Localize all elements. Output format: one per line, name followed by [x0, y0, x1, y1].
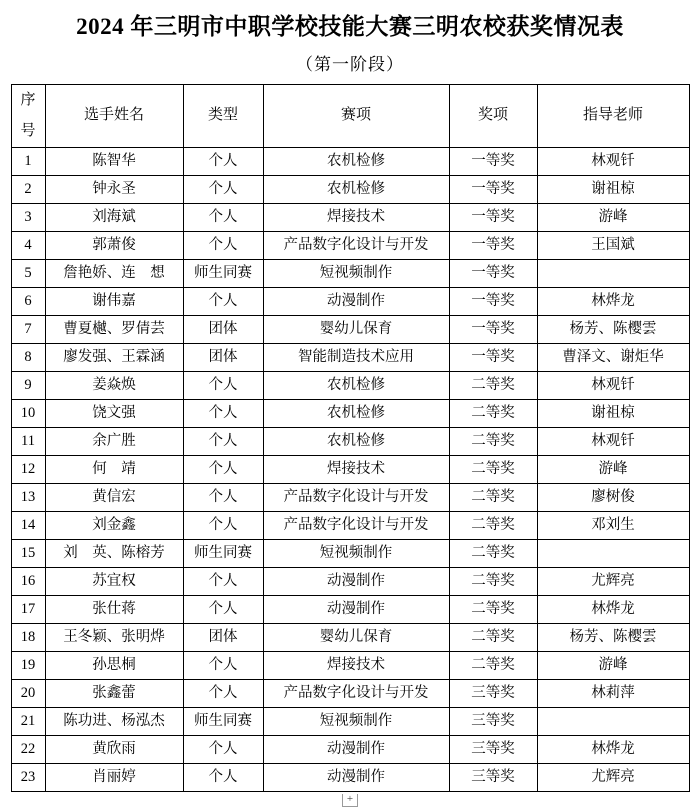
cell-index: 17 [11, 595, 45, 623]
table-row [11, 567, 689, 595]
cell-prize: 一等奖 [449, 315, 537, 343]
cell-index: 13 [11, 483, 45, 511]
cell-type: 个人 [183, 371, 263, 399]
cell-prize: 一等奖 [449, 175, 537, 203]
table-row [11, 287, 689, 315]
cell-name: 刘金鑫 [45, 511, 183, 539]
table-row [11, 371, 689, 399]
cell-type: 师生同赛 [183, 539, 263, 567]
cell-index: 23 [11, 763, 45, 791]
column-header-index-line1: 序 [20, 91, 36, 108]
cell-name: 钟永圣 [45, 175, 183, 203]
cell-event: 短视频制作 [263, 539, 449, 567]
cell-event: 焊接技术 [263, 455, 449, 483]
cell-name: 张仕蒋 [45, 595, 183, 623]
cell-event: 农机检修 [263, 147, 449, 175]
cell-teacher: 谢祖椋 [537, 175, 689, 203]
column-header-prize: 奖项 [449, 84, 537, 147]
cell-prize: 三等奖 [449, 735, 537, 763]
add-row-button[interactable]: + [342, 794, 358, 807]
cell-teacher: 林烨龙 [537, 595, 689, 623]
cell-event: 动漫制作 [263, 595, 449, 623]
cell-prize: 二等奖 [449, 399, 537, 427]
cell-prize: 二等奖 [449, 567, 537, 595]
cell-prize: 三等奖 [449, 763, 537, 791]
cell-prize: 二等奖 [449, 427, 537, 455]
cell-name: 何 靖 [45, 455, 183, 483]
cell-index: 7 [11, 315, 45, 343]
cell-index: 16 [11, 567, 45, 595]
table-row [11, 231, 689, 259]
cell-index: 1 [11, 147, 45, 175]
cell-type: 师生同赛 [183, 259, 263, 287]
cell-type: 个人 [183, 399, 263, 427]
table-row [11, 651, 689, 679]
table-body [11, 147, 689, 791]
cell-name: 王冬颖、张明烨 [45, 623, 183, 651]
column-header-teacher: 指导老师 [537, 84, 689, 147]
cell-name: 姜焱焕 [45, 371, 183, 399]
column-header-index [11, 84, 45, 147]
cell-index: 3 [11, 203, 45, 231]
table-row [11, 511, 689, 539]
cell-name: 孙思桐 [45, 651, 183, 679]
cell-type: 团体 [183, 623, 263, 651]
cell-prize: 二等奖 [449, 623, 537, 651]
table-row [11, 427, 689, 455]
cell-event: 动漫制作 [263, 567, 449, 595]
cell-index: 9 [11, 371, 45, 399]
cell-teacher: 谢祖椋 [537, 399, 689, 427]
cell-index: 15 [11, 539, 45, 567]
cell-event: 婴幼儿保育 [263, 315, 449, 343]
cell-event: 焊接技术 [263, 651, 449, 679]
cell-event: 动漫制作 [263, 287, 449, 315]
cell-prize: 一等奖 [449, 203, 537, 231]
cell-teacher: 林观钎 [537, 147, 689, 175]
cell-name: 余广胜 [45, 427, 183, 455]
cell-teacher [537, 539, 689, 567]
cell-teacher: 杨芳、陈樱雲 [537, 315, 689, 343]
table-row [11, 399, 689, 427]
table-row [11, 343, 689, 371]
cell-event: 农机检修 [263, 175, 449, 203]
cell-teacher: 曹泽文、谢炬华 [537, 343, 689, 371]
table-header [11, 84, 689, 147]
cell-teacher: 杨芳、陈樱雲 [537, 623, 689, 651]
cell-index: 19 [11, 651, 45, 679]
cell-index: 12 [11, 455, 45, 483]
table-row [11, 763, 689, 791]
cell-name: 饶文强 [45, 399, 183, 427]
cell-name: 詹艳娇、连 想 [45, 259, 183, 287]
cell-name: 陈功进、杨泓杰 [45, 707, 183, 735]
cell-index: 8 [11, 343, 45, 371]
cell-name: 刘海斌 [45, 203, 183, 231]
cell-prize: 三等奖 [449, 707, 537, 735]
cell-type: 团体 [183, 343, 263, 371]
cell-type: 个人 [183, 483, 263, 511]
cell-teacher: 林烨龙 [537, 735, 689, 763]
cell-teacher: 邓刘生 [537, 511, 689, 539]
cell-type: 个人 [183, 287, 263, 315]
cell-index: 18 [11, 623, 45, 651]
cell-index: 22 [11, 735, 45, 763]
cell-type: 个人 [183, 595, 263, 623]
column-header-name: 选手姓名 [45, 84, 183, 147]
cell-index: 11 [11, 427, 45, 455]
cell-type: 个人 [183, 175, 263, 203]
page-title: 2024 年三明市中职学校技能大赛三明农校获奖情况表 [76, 14, 624, 39]
cell-type: 个人 [183, 567, 263, 595]
cell-teacher: 游峰 [537, 651, 689, 679]
cell-name: 廖发强、王霖涵 [45, 343, 183, 371]
cell-index: 2 [11, 175, 45, 203]
cell-name: 曹夏樾、罗倩芸 [45, 315, 183, 343]
cell-index: 14 [11, 511, 45, 539]
cell-prize: 二等奖 [449, 595, 537, 623]
cell-type: 个人 [183, 203, 263, 231]
cell-prize: 一等奖 [449, 287, 537, 315]
cell-name: 苏宜权 [45, 567, 183, 595]
cell-teacher: 林观钎 [537, 427, 689, 455]
table-row [11, 735, 689, 763]
table-row [11, 147, 689, 175]
table-row [11, 203, 689, 231]
table-header-row [11, 84, 689, 147]
cell-name: 谢伟嘉 [45, 287, 183, 315]
cell-teacher: 廖树俊 [537, 483, 689, 511]
cell-index: 4 [11, 231, 45, 259]
table-row [11, 623, 689, 651]
cell-teacher: 王国斌 [537, 231, 689, 259]
cell-prize: 一等奖 [449, 147, 537, 175]
cell-event: 焊接技术 [263, 203, 449, 231]
cell-prize: 二等奖 [449, 455, 537, 483]
cell-teacher: 游峰 [537, 455, 689, 483]
cell-event: 农机检修 [263, 399, 449, 427]
cell-index: 20 [11, 679, 45, 707]
cell-teacher: 林莉萍 [537, 679, 689, 707]
table-row [11, 175, 689, 203]
cell-teacher: 尤辉亮 [537, 567, 689, 595]
table-row [11, 483, 689, 511]
cell-name: 张鑫蕾 [45, 679, 183, 707]
cell-event: 农机检修 [263, 427, 449, 455]
cell-prize: 一等奖 [449, 343, 537, 371]
column-header-index-line2: 号 [20, 122, 36, 139]
cell-prize: 一等奖 [449, 231, 537, 259]
page-subtitle: （第一阶段） [296, 54, 404, 74]
cell-teacher: 游峰 [537, 203, 689, 231]
cell-event: 农机检修 [263, 371, 449, 399]
cell-event: 智能制造技术应用 [263, 343, 449, 371]
cell-type: 个人 [183, 651, 263, 679]
cell-event: 短视频制作 [263, 707, 449, 735]
cell-event: 产品数字化设计与开发 [263, 679, 449, 707]
column-header-type: 类型 [183, 84, 263, 147]
cell-prize: 二等奖 [449, 539, 537, 567]
cell-teacher [537, 707, 689, 735]
cell-index: 21 [11, 707, 45, 735]
table-row [11, 679, 689, 707]
cell-name: 肖丽婷 [45, 763, 183, 791]
cell-event: 产品数字化设计与开发 [263, 231, 449, 259]
table-row [11, 455, 689, 483]
cell-type: 个人 [183, 763, 263, 791]
cell-type: 团体 [183, 315, 263, 343]
cell-prize: 二等奖 [449, 511, 537, 539]
cell-event: 婴幼儿保育 [263, 623, 449, 651]
cell-prize: 二等奖 [449, 651, 537, 679]
cell-index: 10 [11, 399, 45, 427]
table-row [11, 539, 689, 567]
cell-name: 黄信宏 [45, 483, 183, 511]
cell-name: 陈智华 [45, 147, 183, 175]
cell-teacher [537, 259, 689, 287]
cell-prize: 二等奖 [449, 483, 537, 511]
cell-event: 产品数字化设计与开发 [263, 483, 449, 511]
cell-teacher: 尤辉亮 [537, 763, 689, 791]
award-table [11, 84, 690, 792]
cell-event: 短视频制作 [263, 259, 449, 287]
table-footer-controls [11, 794, 689, 807]
cell-type: 个人 [183, 147, 263, 175]
cell-prize: 二等奖 [449, 371, 537, 399]
cell-index: 6 [11, 287, 45, 315]
cell-type: 个人 [183, 455, 263, 483]
cell-type: 师生同赛 [183, 707, 263, 735]
table-row [11, 595, 689, 623]
cell-name: 黄欣雨 [45, 735, 183, 763]
cell-type: 个人 [183, 735, 263, 763]
cell-teacher: 林观钎 [537, 371, 689, 399]
cell-teacher: 林烨龙 [537, 287, 689, 315]
cell-name: 刘 英、陈榕芳 [45, 539, 183, 567]
table-row [11, 707, 689, 735]
table-row [11, 259, 689, 287]
cell-index: 5 [11, 259, 45, 287]
cell-type: 个人 [183, 679, 263, 707]
cell-type: 个人 [183, 231, 263, 259]
cell-prize: 一等奖 [449, 259, 537, 287]
cell-event: 动漫制作 [263, 763, 449, 791]
column-header-event: 赛项 [263, 84, 449, 147]
cell-event: 动漫制作 [263, 735, 449, 763]
cell-type: 个人 [183, 511, 263, 539]
cell-prize: 三等奖 [449, 679, 537, 707]
table-row [11, 315, 689, 343]
cell-name: 郭萧俊 [45, 231, 183, 259]
cell-event: 产品数字化设计与开发 [263, 511, 449, 539]
cell-type: 个人 [183, 427, 263, 455]
